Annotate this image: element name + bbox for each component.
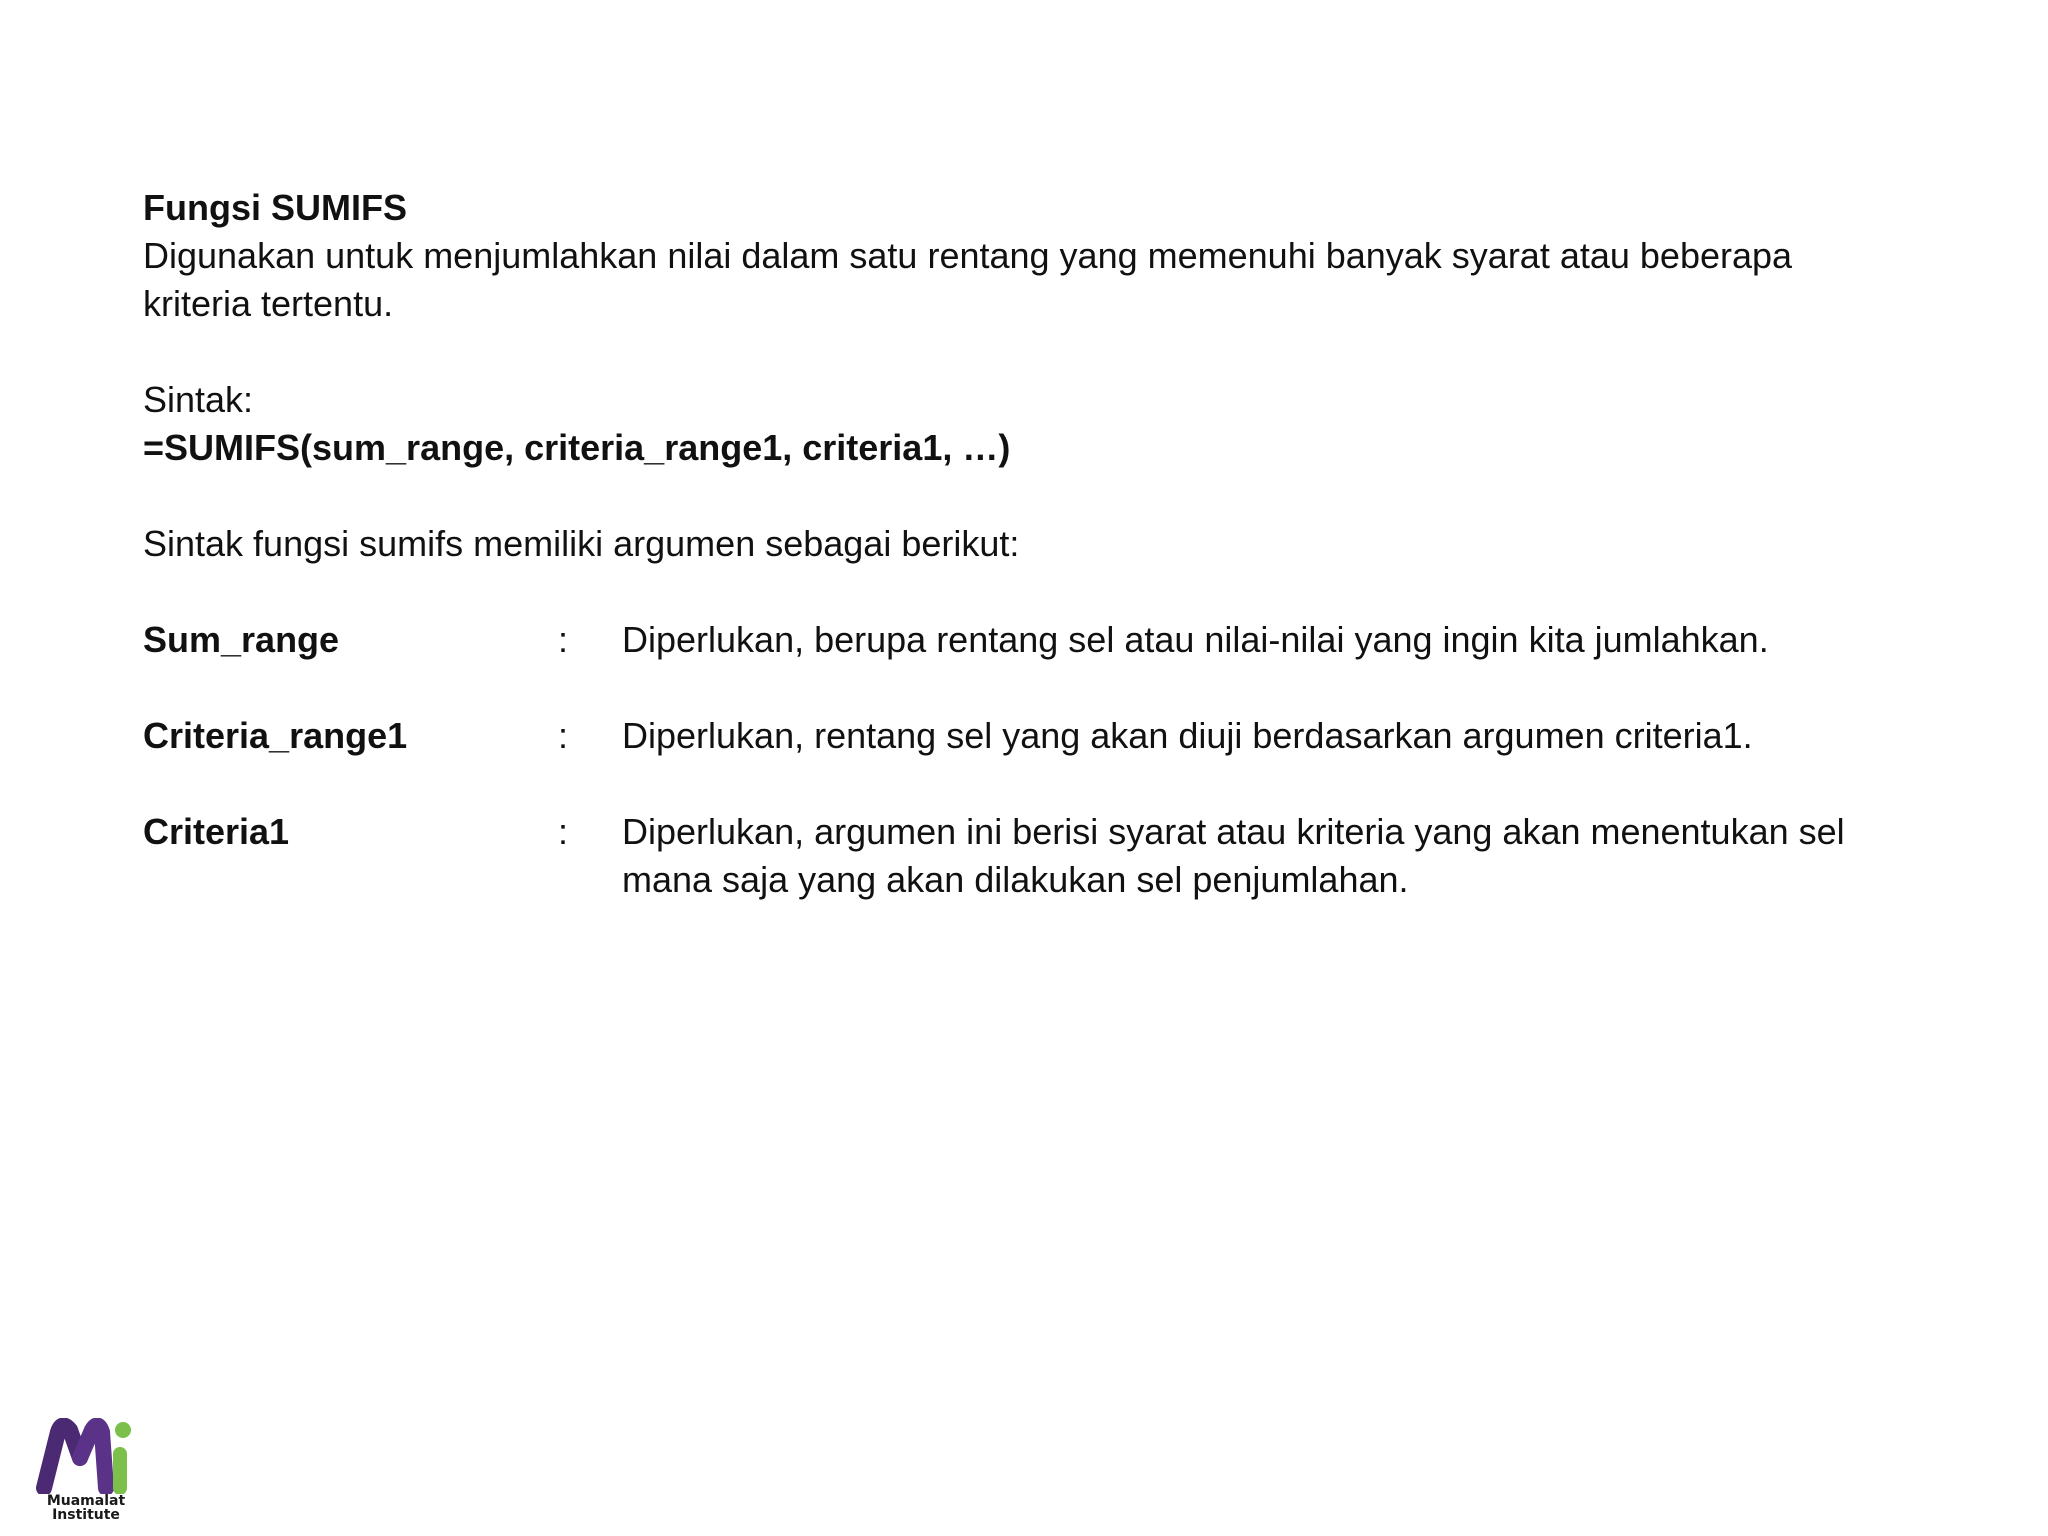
argument-row [143, 712, 1903, 760]
slide-description: Digunakan untuk menjumlahkan nilai dalam satu rentang yang memenuhi banyak syarat atau beberapa kriteria tertentu. [143, 235, 1793, 324]
argument-name: Sum_range [143, 619, 340, 660]
argument-row [143, 616, 1903, 664]
argument-row [143, 808, 1903, 904]
argument-description: Diperlukan, berupa rentang sel atau nilai-nilai yang ingin kita jumlahkan. [622, 619, 1769, 660]
arguments-intro: Sintak fungsi sumifs memiliki argumen sebagai berikut: [143, 523, 1020, 564]
argument-separator: : [558, 619, 569, 660]
logo-wordmark [36, 1494, 136, 1522]
argument-separator: : [558, 811, 569, 852]
logo-line1: Muamalat [46, 1493, 126, 1509]
logo-line2: Institute [52, 1507, 120, 1523]
argument-description: Diperlukan, rentang sel yang akan diuji berdasarkan argumen criteria1. [622, 715, 1753, 756]
arguments-list [143, 616, 1903, 904]
argument-name: Criteria_range1 [143, 715, 408, 756]
syntax-label: Sintak: [143, 379, 254, 420]
slide-title: Fungsi SUMIFS [143, 187, 407, 228]
logo-mark-icon [36, 1418, 136, 1494]
slide-content [143, 184, 1903, 952]
syntax-formula: =SUMIFS(sum_range, criteria_range1, criteria1, …) [143, 427, 1011, 468]
argument-description: Diperlukan, argumen ini berisi syarat atau kriteria yang akan menentukan sel mana saja yang akan dilakukan sel penjumlahan. [622, 811, 1845, 900]
argument-name: Criteria1 [143, 811, 290, 852]
muamalat-institute-logo [36, 1418, 136, 1526]
argument-separator: : [558, 715, 569, 756]
